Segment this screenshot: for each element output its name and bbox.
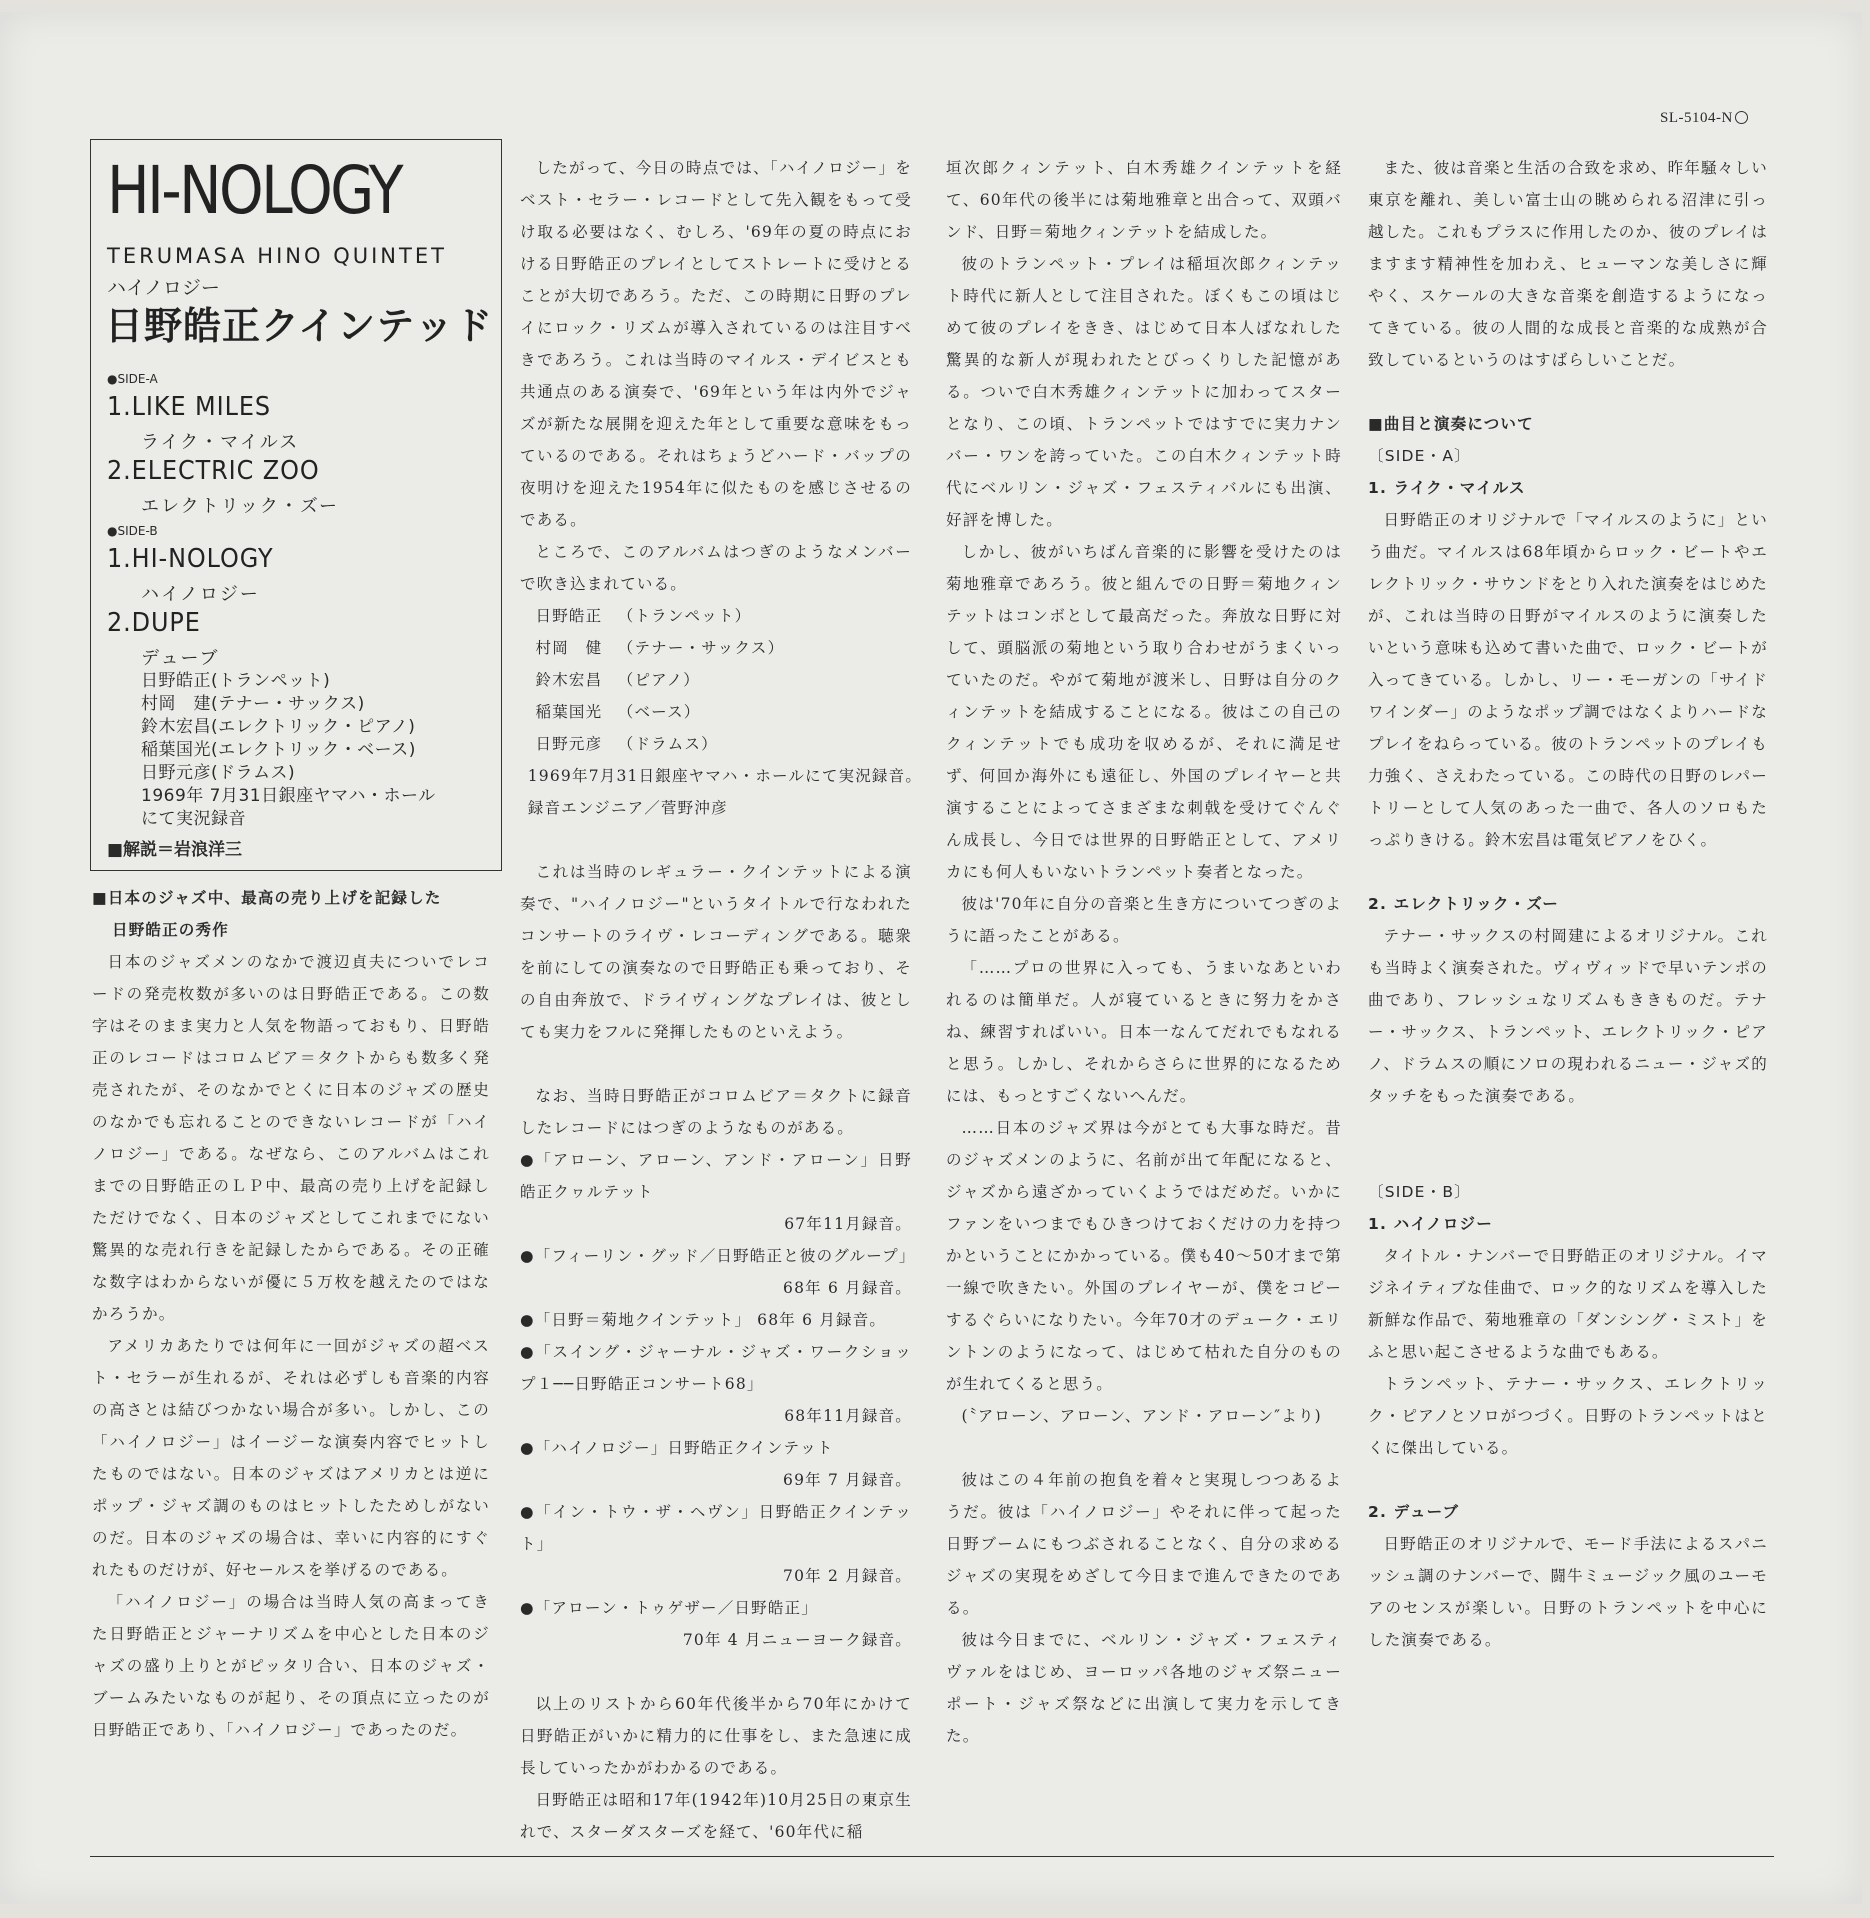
section-heading: ■日本のジャズ中、最高の売り上げを記録した <box>92 889 442 907</box>
credit-line: 日野皓正(トランペット) <box>141 671 331 691</box>
personnel-name: 日野皓正 <box>535 607 603 625</box>
personnel-role: （ベース） <box>617 703 701 721</box>
catalog-number-text: SL-5104-N <box>1660 110 1733 126</box>
quote-paragraph: 「……プロの世界に入っても、うまいなあといわれるのは簡単だ。人が寝ているときに努力をかさね、練習すればいい。日本一なんてだれでもなれると思う。しかし、それからさらに世界的になるためには、もっとすごくないへんだ。 <box>946 959 1342 1105</box>
side-a-label: ●SIDE-A <box>107 372 158 386</box>
track-kana: ライク・マイルス <box>141 432 300 453</box>
album-title: HI-NOLOGY <box>107 152 401 229</box>
recording-info: 1969年7月31日銀座ヤマハ・ホールにて実況録音。 <box>527 767 923 785</box>
personnel-name: 鈴木宏昌 <box>535 671 603 689</box>
track-title: 2.DUPE <box>107 608 201 638</box>
personnel-row <box>520 664 912 696</box>
side-a-heading: 〔SIDE・A〕 <box>1368 447 1471 465</box>
artist-name-jp: 日野皓正クインテッド <box>105 304 494 348</box>
track-kana: エレクトリック・ズー <box>141 496 340 517</box>
discography-date: 68年 6 月録音。 <box>783 1279 912 1297</box>
track-title: 1.LIKE MILES <box>107 392 271 422</box>
section-heading: 日野皓正の秀作 <box>112 921 229 939</box>
paragraph: アメリカあたりでは何年に一回がジャズの超ベスト・セラーが生れるが、それは必ずしも音楽的内容の高さとは結びつかない場合が多い。しかし、この「ハイノロジー」はイージーな演奏内容でヒットしたものではない。日本のジャズはアメリカとは逆にポップ・ジャズ調のものはヒットしたためしがないのだ。日本のジャズの場合は、幸いに内容的にすぐれたものだけが、好セールスを挙げるのである。 <box>92 1337 490 1579</box>
section-heading: ■曲目と演奏について <box>1368 415 1534 433</box>
discography-date: 68年11月録音。 <box>784 1407 912 1425</box>
track-heading: 1. ハイノロジー <box>1368 1215 1493 1233</box>
paragraph: 日野皓正は昭和17年(1942年)10月25日の東京生れで、スターダスターズを経て、'60年代に稲 <box>520 1791 912 1841</box>
paragraph: なお、当時日野皓正がコロムビア＝タクトに録音したレコードにはつぎのようなものがある。 <box>520 1087 912 1137</box>
discography-date: 67年11月録音。 <box>784 1215 912 1233</box>
personnel-role: （テナー・サックス） <box>617 639 785 657</box>
paragraph: テナー・サックスの村岡建によるオリジナル。これも当時よく演奏された。ヴィヴィッドで早いテンポの曲であり、フレッシュなリズムもききものだ。テナー・サックス、トランペット、エレクトリック・ピアノ、ドラムスの順にソロの現われるニュー・ジャズ的タッチをもった演奏である。 <box>1368 927 1768 1105</box>
engineer-info: 録音エンジニア／菅野沖彦 <box>527 799 728 817</box>
album-title-kana: ハイノロジー <box>107 277 220 299</box>
side-b-heading: 〔SIDE・B〕 <box>1368 1183 1471 1201</box>
paragraph: タイトル・ナンバーで日野皓正のオリジナル。イマジネイティブな佳曲で、ロック的なリズムを導入した新鮮な作品で、菊地雅章の「ダンシング・ミスト」をふと思い起こさせるような曲でもある。 <box>1368 1247 1768 1361</box>
credit-line: にて実況録音 <box>141 809 246 829</box>
personnel-name: 日野元彦 <box>535 735 603 753</box>
column-1 <box>92 882 490 1746</box>
credit-line: 1969年 7月31日銀座ヤマハ・ホール <box>141 786 436 806</box>
paragraph: これは当時のレギュラー・クインテットによる演奏で、"ハイノロジー"というタイトルで行なわれたコンサートのライヴ・レコーディングである。聴衆を前にしての演奏なので日野皓正も乗っており、その自由奔放で、ドライヴィングなプレイは、彼としても実力をフルに発揮したものといえよう。 <box>520 863 912 1041</box>
track-title: 2.ELECTRIC ZOO <box>107 456 320 486</box>
personnel-row <box>520 728 912 760</box>
discography-title: ●「アローン・トゥゲザー／日野皓正」 <box>520 1599 818 1617</box>
artist-name-en: TERUMASA HINO QUINTET <box>107 244 447 268</box>
discography-title: ●「フィーリン・グッド／日野皓正と彼のグループ」 <box>520 1247 916 1265</box>
paragraph: 彼は今日までに、ベルリン・ジャズ・フェスティヴァルをはじめ、ヨーロッパ各地のジャズ祭ニューポート・ジャズ祭などに出演して実力を示してきた。 <box>946 1631 1342 1745</box>
album-info-box <box>90 139 502 871</box>
track-heading: 2. デューブ <box>1368 1503 1460 1521</box>
paragraph: したがって、今日の時点では、「ハイノロジー」をベスト・セラー・レコードとして先入観をもって受け取る必要はなく、むしろ、'69年の夏の時点における日野皓正のプレイとしてストレートに受けとることが大切であろう。ただ、この時期に日野のプレイにロック・リズムが導入されているのは注目すべきであろう。これは当時のマイルス・デイビスとも共通点のある演奏で、'69年という年は内外でジャズが新たな展開を迎えた年として重要な意味をもっているのである。それはちょうどハード・バップの夜明けを迎えた1954年に似たものを感じさせるのである。 <box>520 159 912 529</box>
paragraph: しかし、彼がいちばん音楽的に影響を受けたのは菊地雅章であろう。彼と組んでの日野＝菊地クィンテットはコンボとして最高だった。奔放な日野に対して、頭脳派の菊地という取り合わせがうまくいっていたのだ。やがて菊地が渡米し、日野は自分のクィンテットを結成することになる。彼はこの自己のクィンテットでも成功を収めるが、それに満足せず、何回か海外にも遠征し、外国のプレイヤーと共演することによってさまざまな刺戟を受けてぐんぐん成長し、今日では世界的日野皓正として、アメリカにも何人もいないトランペット奏者となった。 <box>946 543 1342 881</box>
track-kana: ハイノロジー <box>141 584 260 605</box>
track-heading: 2. エレクトリック・ズー <box>1368 895 1559 913</box>
personnel-name: 村岡 健 <box>535 639 603 657</box>
track-kana: デューブ <box>141 648 220 669</box>
notes-author: ■解説＝岩浪洋三 <box>107 840 243 860</box>
side-b-label: ●SIDE-B <box>107 524 158 538</box>
discography-date: 69年 7 月録音。 <box>783 1471 912 1489</box>
discography-title: ●「アローン、アローン、アンド・アローン」日野皓正クヮルテット <box>520 1151 912 1201</box>
paragraph: 「ハイノロジー」の場合は当時人気の高まってきた日野皓正とジャーナリズムを中心とした日本のジャズの盛り上りとがピッタリ合い、日本のジャズ・ブームみたいなものが起り、その頂点に立ったのが日野皓正であり、「ハイノロジー」であったのだ。 <box>92 1593 490 1739</box>
quote-paragraph: ……日本のジャズ界は今がとても大事な時だ。昔のジャズメンのように、名前が出て年配になると、ジャズから遠ざかっていくようではだめだ。いかにファンをいつまでもひきつけておくだけの力を持つかということにかかっている。僕も40～50才まで第一線で吹きたい。外国のプレイヤーが、僕をコピーするぐらいになりたい。今年70才のデューク・エリントンのようになって、はじめて枯れた自分のものが生れてくると思う。 <box>946 1119 1342 1393</box>
column-4 <box>1368 152 1768 1656</box>
credit-line: 日野元彦(ドラムス) <box>141 763 296 783</box>
paragraph: 垣次郎クィンテット、白木秀雄クインテットを経て、60年代の後半には菊地雅章と出合って、双頭バンド、日野＝菊地クィンテットを結成した。 <box>946 159 1342 241</box>
column-3 <box>946 152 1342 1752</box>
liner-notes-sheet <box>0 12 1862 1904</box>
discography-title: ●「日野＝菊地クインテット」 68年 6 月録音。 <box>520 1311 887 1329</box>
personnel-row <box>520 696 912 728</box>
registered-mark-icon <box>1735 111 1748 124</box>
personnel-name: 稲葉国光 <box>535 703 603 721</box>
credit-line: 鈴木宏昌(エレクトリック・ピアノ) <box>141 717 416 737</box>
paragraph: ところで、このアルバムはつぎのようなメンバーで吹き込まれている。 <box>520 543 912 593</box>
paragraph: トランペット、テナー・サックス、エレクトリック・ピアノとソロがつづく。日野のトランペットはとくに傑出している。 <box>1368 1375 1768 1457</box>
paragraph: 彼のトランペット・プレイは稲垣次郎クィンテット時代に新人として注目された。ぼくもこの頃はじめて彼のプレイをきき、はじめて日本人ばなれした驚異的な新人が現われたとびっくりした記憶がある。ついで白木秀雄クィンテットに加わってスターとなり、この頃、トランペットではすでに実力ナンバー・ワンを誇っていた。この白木クィンテット時代にベルリン・ジャズ・フェスティバルにも出演、好評を博した。 <box>946 255 1342 529</box>
personnel-row <box>520 632 912 664</box>
credit-line: 村岡 建(テナー・サックス) <box>141 694 365 714</box>
paragraph: 日本のジャズメンのなかで渡辺貞夫についでレコードの発売枚数が多いのは日野皓正である。この数字はそのまま実力と人気を物語っておもり、日野皓正のレコードはコロムビア＝タクトからも数多く発売されたが、そのなかでとくに日本のジャズの歴史のなかでも忘れることのできないレコードが「ハイノロジー」である。なぜなら、このアルバムはこれまでの日野皓正のＬＰ中、最高の売り上げを記録しただけでなく、日本のジャズとしてこれまでにない驚異的な売れ行きを記録したからである。その正確な数字はわからないが優に５万枚を越えたのではなかろうか。 <box>92 953 490 1323</box>
personnel-role: （ドラムス） <box>617 735 718 753</box>
discography-title: ●「イン・トウ・ザ・ヘヴン」日野皓正クインテット」 <box>520 1503 912 1553</box>
credit-line: 稲葉国光(エレクトリック・ベース) <box>141 740 416 760</box>
paragraph: 以上のリストから60年代後半から70年にかけて日野皓正がいかに精力的に仕事をし、また急速に成長していったかがわかるのである。 <box>520 1695 912 1777</box>
catalog-number <box>1660 110 1748 127</box>
personnel-row <box>520 600 912 632</box>
paragraph: 彼はこの４年前の抱負を着々と実現しつつあるようだ。彼は「ハイノロジー」やそれに伴って起った日野ブームにもつぶされることなく、自分の求めるジャズの実現をめざして今日まで進んできたのである。 <box>946 1471 1342 1617</box>
discography-date: 70年 2 月録音。 <box>783 1567 912 1585</box>
personnel-role: （ピアノ） <box>617 671 701 689</box>
paragraph: 彼は'70年に自分の音楽と生き方についてつぎのように語ったことがある。 <box>946 895 1342 945</box>
track-title: 1.HI-NOLOGY <box>107 544 274 574</box>
paragraph: また、彼は音楽と生活の合致を求め、昨年騒々しい東京を離れ、美しい富士山の眺められる沼津に引っ越した。これもプラスに作用したのか、彼のプレイはますます精神性を加わえ、ヒューマンな美しさに輝やく、スケールの大きな音楽を創造するようになってきている。彼の人間的な成長と音楽的な成熟が合致しているというのはすばらしいことだ。 <box>1368 159 1768 369</box>
column-2 <box>520 152 923 1848</box>
bottom-rule <box>90 1856 1774 1857</box>
track-heading: 1. ライク・マイルス <box>1368 479 1526 497</box>
personnel-role: （トランペット） <box>617 607 752 625</box>
paragraph: 日野皓正のオリジナルで「マイルスのように」という曲だ。マイルスは68年頃からロック・ビートやエレクトリック・サウンドをとり入れた演奏をはじめたが、これは当時の日野がマイルスのように演奏したいという意味も込めて書いた曲で、ロック・ビートが入ってきている。しかし、リー・モーガンの「サイドワインダー」のようなポップ調ではなくよりハードなプレイをねらっている。彼のトランペットのプレイも力強く、さえわたっている。この時代の日野のレパートリーとして人気のあった一曲で、各人のソロもたっぷりきける。鈴木宏昌は電気ピアノをひく。 <box>1368 511 1768 849</box>
quote-source: (〝アローン、アローン、アンド・アローン″より) <box>961 1407 1322 1425</box>
discography-title: ●「ハイノロジー」日野皓正クインテット <box>520 1439 834 1457</box>
discography-title: ●「スイング・ジャーナル・ジャズ・ワークショップ１──日野皓正コンサート68」 <box>520 1343 912 1393</box>
paragraph: 日野皓正のオリジナルで、モード手法によるスパニッシュ調のナンバーで、闘牛ミュージック風のユーモアのセンスが楽しい。日野のトランペットを中心にした演奏である。 <box>1368 1535 1768 1649</box>
discography-date: 70年 4 月ニューヨーク録音。 <box>682 1631 912 1649</box>
